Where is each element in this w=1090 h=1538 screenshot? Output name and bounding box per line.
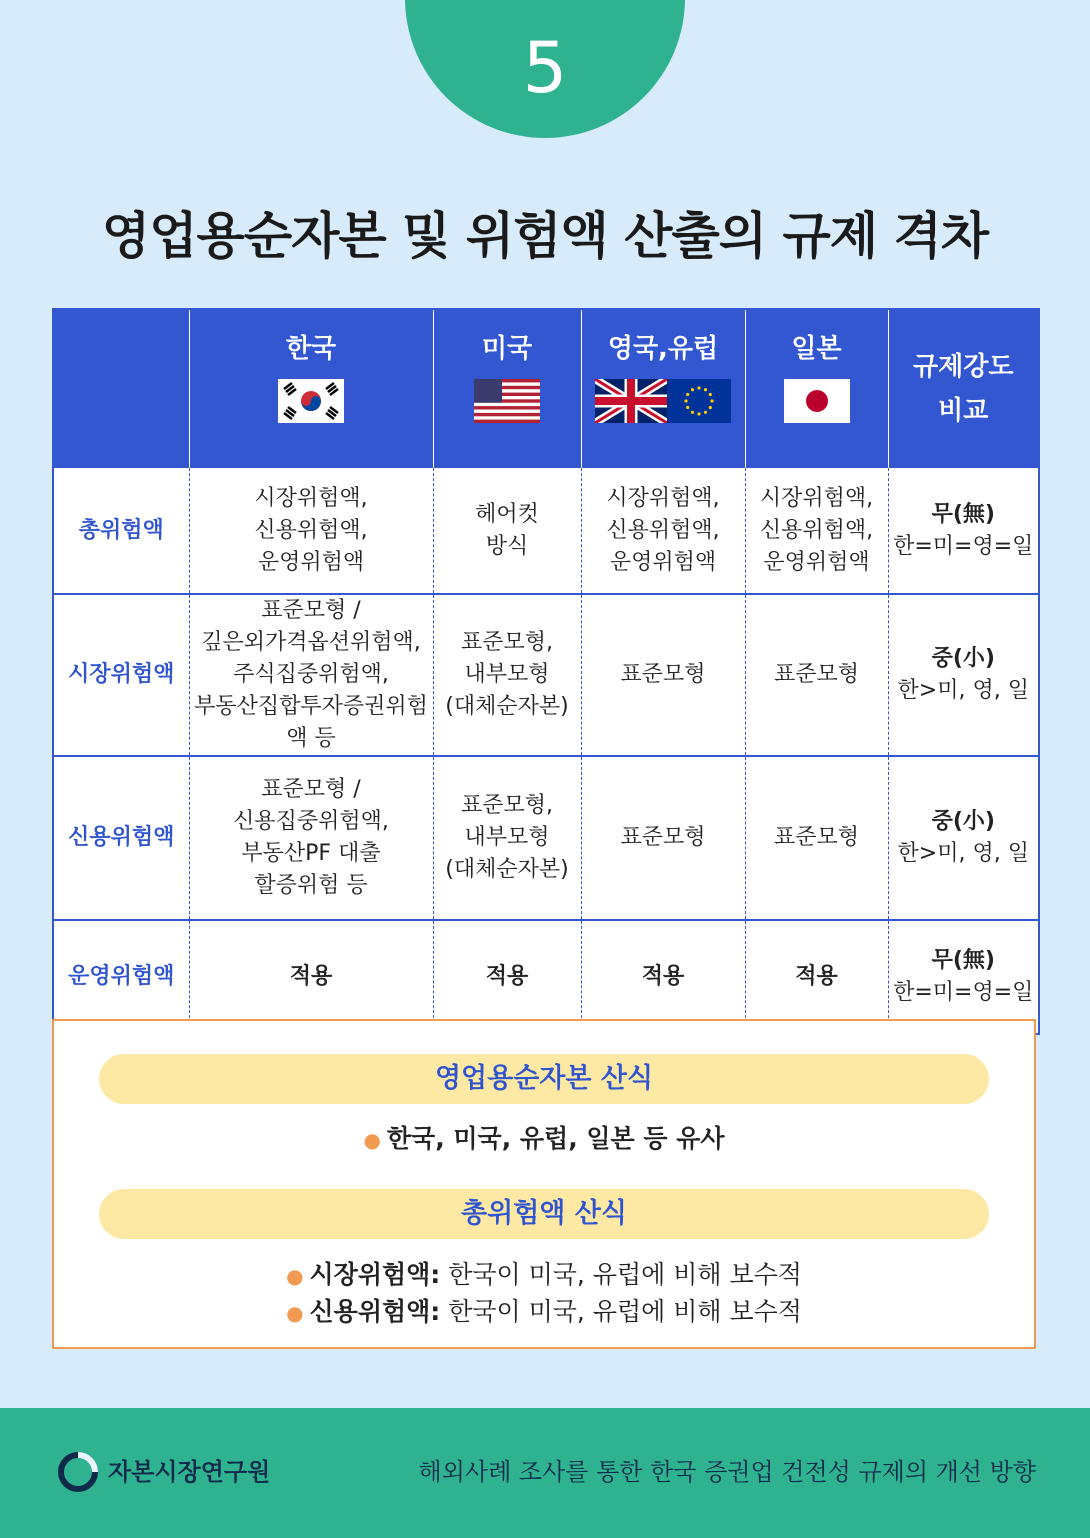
- cell-line: 방식: [485, 533, 529, 559]
- cell-strength: [888, 468, 1039, 594]
- cell-line: 신용집중위험액,: [233, 809, 389, 834]
- strength-comparison: 한>미, 영, 일: [897, 678, 1029, 703]
- cell-line: 적용: [289, 964, 333, 989]
- cell-japan: [745, 756, 888, 920]
- cell-line: 적용: [795, 964, 838, 989]
- summary-bullet: [54, 1255, 1034, 1291]
- cell-line: 주식집중위험액,: [233, 662, 389, 687]
- cell-line: 부동산PF 대출: [241, 841, 381, 866]
- bullet-term: 시장위험액:: [309, 1260, 441, 1289]
- cell-japan: [745, 920, 888, 1034]
- bullet-text: 한국이 미국, 유럽에 비해 보수적: [440, 1260, 802, 1289]
- eu-flag-icon: [667, 379, 731, 423]
- cell-line: 할증위험 등: [254, 873, 368, 898]
- cell-line: 표준모형,: [460, 793, 553, 818]
- cell-uk-eu: [581, 756, 745, 920]
- cell-line: 깊은외가격옵션위험액,: [201, 630, 421, 655]
- japan-flag-icon: [784, 379, 850, 423]
- header-strength-line1: 규제강도: [913, 352, 1014, 382]
- cell-line: 표준모형: [620, 825, 706, 850]
- header-korea-label: 한국: [285, 334, 337, 364]
- cell-usa: [433, 756, 581, 920]
- page-title: 영업용순자본 및 위험액 산출의 규제 격차: [101, 207, 989, 265]
- cell-uk-eu: [581, 468, 745, 594]
- row-label-operational-risk: 운영위험액: [53, 920, 189, 1034]
- bullet-dot-icon: ●: [363, 1128, 381, 1152]
- cell-line: 시장위험액,: [606, 485, 720, 511]
- cell-korea: [189, 756, 433, 920]
- strength-level: 무(無): [931, 948, 995, 973]
- uk-eu-flags: [582, 379, 745, 423]
- strength-comparison: 한>미, 영, 일: [897, 841, 1029, 866]
- cell-line: 운영위험액: [257, 549, 365, 575]
- row-label-market-risk: 시장위험액: [53, 594, 189, 756]
- footer: [0, 1408, 1090, 1538]
- cell-line: 내부모형: [464, 662, 550, 687]
- org-name: 자본시장연구원: [108, 1458, 271, 1486]
- strength-level: 중(小): [931, 646, 995, 671]
- summary-bullet: [54, 1292, 1034, 1328]
- cell-line: 표준모형 /: [261, 777, 361, 802]
- header-korea: [189, 309, 433, 468]
- cell-usa: [433, 920, 581, 1034]
- cell-line: 표준모형: [773, 825, 859, 850]
- cell-japan: [745, 594, 888, 756]
- cell-korea: [189, 468, 433, 594]
- bullet-dot-icon: ●: [286, 1301, 304, 1325]
- table-row: [53, 594, 1039, 756]
- table-row: [53, 468, 1039, 594]
- table-row: [53, 920, 1039, 1034]
- cell-usa: [433, 468, 581, 594]
- cell-usa: [433, 594, 581, 756]
- cell-line: 신용위험액,: [759, 517, 874, 543]
- strength-comparison: 한=미=영=일: [893, 980, 1034, 1005]
- kcmi-logo-icon: [58, 1452, 98, 1492]
- cell-japan: [745, 468, 888, 594]
- strength-level: 무(無): [931, 501, 995, 527]
- cell-strength: [888, 594, 1039, 756]
- header-usa-label: 미국: [481, 334, 533, 364]
- summary-bullet: [54, 1119, 1034, 1155]
- cell-line: 적용: [485, 964, 529, 989]
- korea-flag-icon: [278, 379, 344, 423]
- table-row: [53, 756, 1039, 920]
- bullet-text: 한국이 미국, 유럽에 비해 보수적: [440, 1297, 802, 1326]
- cell-line: (대체순자본): [445, 857, 569, 882]
- uk-flag-icon: [595, 379, 667, 423]
- usa-flag-icon: [474, 379, 540, 423]
- strength-level: 중(小): [931, 809, 995, 834]
- summary-box: [52, 1019, 1036, 1349]
- header-strength: [888, 309, 1039, 468]
- cell-strength: [888, 756, 1039, 920]
- cell-line: 표준모형,: [460, 630, 553, 655]
- comparison-table: [52, 308, 1040, 1035]
- header-uk-eu: [581, 309, 745, 468]
- bullet-term: 신용위험액:: [309, 1297, 441, 1326]
- bullet-text: 한국, 미국, 유럽, 일본 등 유사: [386, 1124, 725, 1153]
- header-corner: [53, 309, 189, 468]
- cell-line: 운영위험액: [609, 549, 717, 575]
- header-japan: [745, 309, 888, 468]
- cell-uk-eu: [581, 920, 745, 1034]
- cell-uk-eu: [581, 594, 745, 756]
- cell-line: 표준모형: [773, 662, 859, 687]
- strength-comparison: 한=미=영=일: [893, 533, 1034, 559]
- cell-line: (대체순자본): [445, 694, 569, 719]
- cell-strength: [888, 920, 1039, 1034]
- header-japan-label: 일본: [791, 334, 842, 364]
- report-title: 해외사례 조사를 통한 한국 증권업 건전성 규제의 개선 방향: [418, 1458, 1036, 1486]
- cell-line: 헤어컷: [475, 501, 539, 527]
- cell-line: 시장위험액,: [759, 485, 874, 511]
- cell-line: 적용: [641, 964, 685, 989]
- cell-line: 신용위험액,: [606, 517, 720, 543]
- cell-line: 신용위험액,: [254, 517, 368, 543]
- row-label-credit-risk: 신용위험액: [53, 756, 189, 920]
- cell-line: 표준모형: [620, 662, 706, 687]
- table-header-row: [53, 309, 1039, 468]
- cell-line: 운영위험액: [763, 549, 870, 575]
- cell-korea: [189, 594, 433, 756]
- cell-line: 시장위험액,: [254, 485, 368, 511]
- row-label-total-risk: 총위험액: [53, 468, 189, 594]
- header-usa: [433, 309, 581, 468]
- cell-korea: [189, 920, 433, 1034]
- cell-line: 부동산집합투자증권위험액 등: [194, 694, 428, 751]
- header-uk-eu-label: 영국,유럽: [607, 334, 719, 364]
- header-strength-line2: 비교: [938, 396, 989, 426]
- cell-line: 내부모형: [464, 825, 550, 850]
- section-title-net-capital: 영업용순자본 산식: [99, 1054, 989, 1104]
- bullet-dot-icon: ●: [286, 1264, 304, 1288]
- badge-number: 5: [522, 27, 568, 109]
- section-title-total-risk: 총위험액 산식: [99, 1189, 989, 1239]
- cell-line: 표준모형 /: [261, 598, 361, 623]
